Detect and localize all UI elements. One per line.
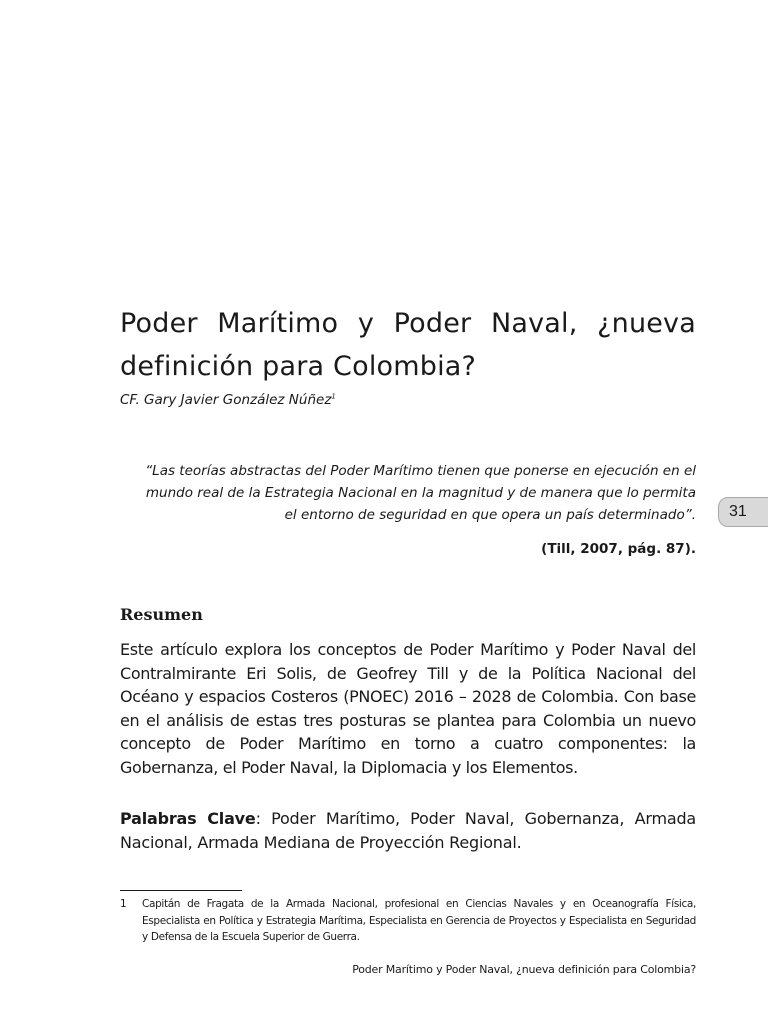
epigraph-quote: “Las teorías abstractas del Poder Marítimo tienen que ponerse en ejecución en el mundo real de la Estrategia Nacional en la magnitud y de manera que lo permita el entorno de seguridad en que opera un país determinado”. — [145, 463, 696, 523]
author-footnote-ref[interactable]: 1 — [331, 392, 336, 401]
author-name: CF. Gary Javier González Núñez — [120, 392, 332, 408]
epigraph-citation: (Till, 2007, pág. 87). — [541, 541, 696, 557]
keywords-label: Palabras Clave — [120, 809, 256, 828]
keywords-paragraph — [120, 807, 696, 854]
article-title: Poder Marítimo y Poder Naval, ¿nueva definición para Colombia? — [120, 308, 696, 382]
footnote-divider — [120, 890, 242, 891]
abstract-body: Este artículo explora los conceptos de Poder Marítimo y Poder Naval del Contralmirante Eri Solis, de Geofrey Till y de la Política Nacional del Océano y espacios Costeros (PNOEC) 2016 – 2028 de Colombia. Con base en el análisis de estas tres posturas se plantea para Colombia un nuevo concepto de Poder Marítimo en torno a cuatro componentes: la Gobernanza, el Poder Naval, la Diplomacia y los Elementos. — [120, 640, 696, 777]
keywords-text: : Poder Marítimo, Poder Naval, Gobernanza, Armada Nacional, Armada Mediana de Proyección Regional. — [120, 809, 697, 852]
footnote — [120, 896, 696, 946]
footnote-number: 1 — [120, 898, 127, 910]
footnote-text: Capitán de Fragata de la Armada Nacional, profesional en Ciencias Navales y en Oceanografía Física, Especialista en Política y Estrategia Marítima, Especialista en Gerencia de Proyectos y Especialista en Seguridad y Defensa de la Escuela Superior de Guerra. — [142, 898, 696, 943]
abstract-heading: Resumen — [120, 605, 203, 624]
author-line — [120, 392, 336, 408]
running-footer: Poder Marítimo y Poder Naval, ¿nueva definición para Colombia? — [352, 963, 696, 976]
page-number-tab: 31 — [718, 497, 768, 527]
